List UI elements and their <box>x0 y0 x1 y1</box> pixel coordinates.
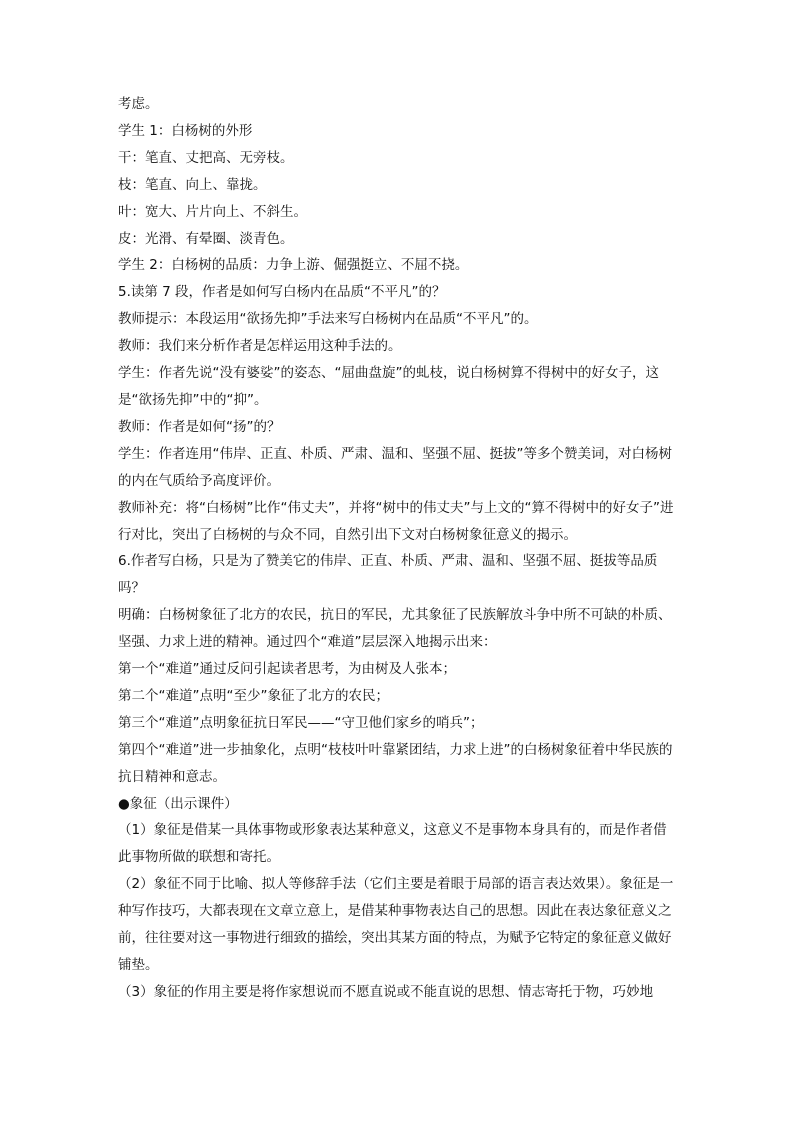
document-page <box>118 91 678 1006</box>
question-6: 6.作者写白杨，只是为了赞美它的伟岸、正直、朴质、严肃、温和、坚强不屈、挺拔等品质吗？ <box>118 553 658 597</box>
symbolism-point-1: （1）象征是借某一具体事物或形象表达某种意义，这意义不是事物本身具有的，而是作者借此事物所做的联想和寄托。 <box>118 822 667 866</box>
nandao-3: 第三个“难道”点明象征抗日军民——“守卫他们家乡的哨兵”； <box>118 714 484 731</box>
symbolism-point-2: （2）象征不同于比喻、拟人等修辞手法（它们主要是着眼于局部的语言表达效果）。象征是一种写作技巧，大都表现在文章立意上，是借某种事物表达自己的思想。因此在表达象征意义之前，往往要对这一事物进行细致的描绘，突出其某方面的特点，为赋予它特定的象征意义做好铺垫。 <box>118 876 674 973</box>
teacher-supplement: 教师补充：将“白杨树”比作“伟丈夫”，并将“树中的伟丈夫”与上文的“算不得树中的好女子”进行对比，突出了白杨树的与众不同，自然引出下文对白杨树象征意义的揭示。 <box>118 499 674 543</box>
nandao-1: 第一个“难道”通过反问引起读者思考，为由树及人张本； <box>118 661 456 678</box>
student-answer-2: 学生：作者连用“伟岸、正直、朴质、严肃、温和、坚强不屈、挺拔”等多个赞美词，对白杨树的内在气质给予高度评价。 <box>118 445 672 489</box>
section-symbolism-heading: ●象征（出示课件） <box>118 795 238 812</box>
line-7: 学生 2：白杨树的品质：力争上游、倔强挺立、不屈不挠。 <box>118 257 469 274</box>
teacher-hint: 教师提示：本段运用“欲扬先抑”手法来写白杨树内在品质“不平凡”的。 <box>118 311 538 328</box>
line-3: 干：笔直、丈把高、无旁枝。 <box>118 149 294 166</box>
nandao-4: 第四个“难道”进一步抽象化，点明“枝枝叶叶靠紧团结，力求上进”的白杨树象征着中华民族的抗日精神和意志。 <box>118 741 673 785</box>
question-5: 5.读第 7 段，作者是如何写白杨内在品质“不平凡”的？ <box>118 284 446 301</box>
line-5: 叶：宽大、片片向上、不斜生。 <box>118 203 307 220</box>
student-answer-1: 学生：作者先说“没有婆娑”的姿态、“屈曲盘旋”的虬枝，说白杨树算不得树中的好女子，这是“欲扬先抑”中的“抑”。 <box>118 365 659 408</box>
clarification: 明确：白杨树象征了北方的农民，抗日的军民，尤其象征了民族解放斗争中所不可缺的朴质、坚强、力求上进的精神。通过四个“难道”层层深入地揭示出来： <box>118 607 672 651</box>
line-4: 枝：笔直、向上、靠拢。 <box>118 176 267 193</box>
teacher-question: 教师：作者是如何“扬”的？ <box>118 418 281 435</box>
line-6: 皮：光滑、有晕圈、淡青色。 <box>118 230 294 247</box>
line-1: 考虑。 <box>118 96 159 112</box>
nandao-2: 第二个“难道”点明“至少”象征了北方的农民； <box>118 687 389 704</box>
teacher-line: 教师：我们来分析作者是怎样运用这种手法的。 <box>118 338 402 355</box>
line-2: 学生 1：白杨树的外形 <box>118 122 253 139</box>
symbolism-point-3: （3）象征的作用主要是将作家想说而不愿直说或不能直说的思想、情志寄托于物，巧妙地 <box>118 983 654 1000</box>
